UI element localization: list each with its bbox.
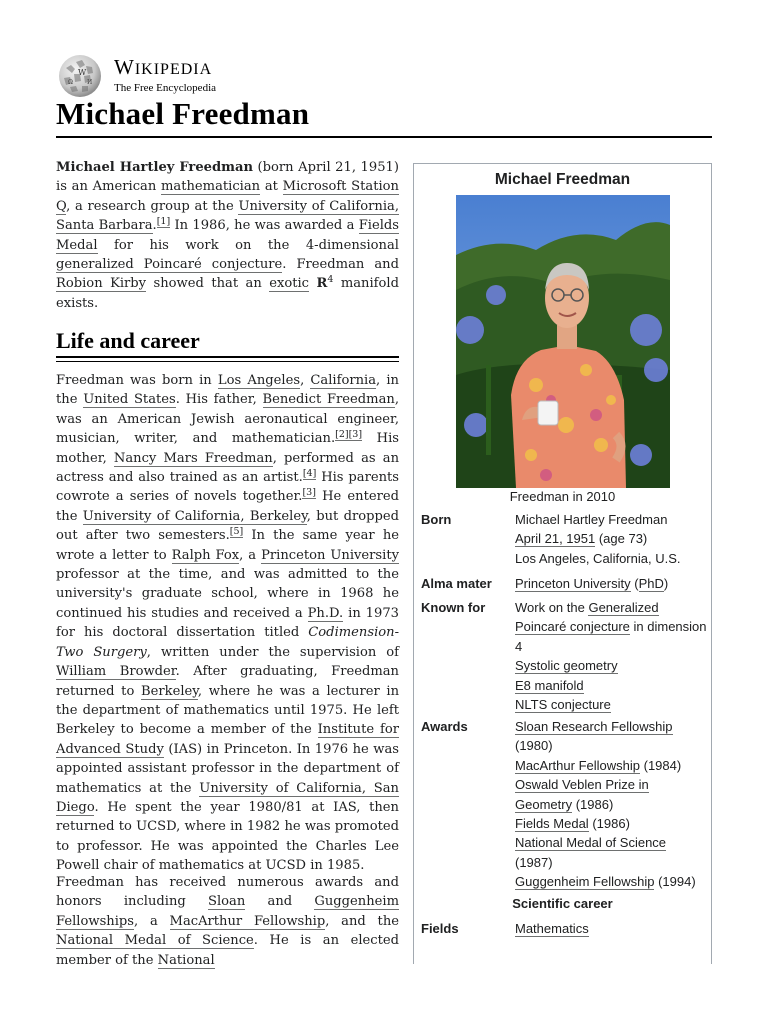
subject-name: Michael Hartley Freedman [56, 160, 253, 175]
portrait-photo[interactable] [456, 195, 670, 488]
link-birth-date[interactable]: April 21, 1951 [515, 531, 596, 547]
infobox-title: Michael Freedman [494, 171, 631, 188]
life-paragraph: Freedman was born in Los Angeles, California, in the United States. His father, Benedict Freedman, was an American Jewish aeronautical engineer, musician, writer, and mathematician.[2][3] His mother, Nancy Mars Freedman, performed as an actress and also trained as an artist.[4] His parents cowrote a series of novels together.[3] He entered the University of California, Berkeley, but dropped out after two semesters.[5] In the same year he wrote a letter to Ralph Fox, a Princeton University professor at the time, and was admitted to the university's graduate school, where in 1968 he continued his studies and received a Ph.D. in 1973 for his doctoral dissertation titled Codimension-Two Surgery, written under the supervision of William Browder. After graduating, Freedman returned to Berkeley, where he was a lecturer in the department of mathematics until 1975. He left Berkeley to become a member of the Institute for Advanced Study (IAS) in Princeton. In 1976 he was appointed assistant professor in the department of mathematics at the University of California, San Diego. He spent the year 1980/81 at IAS, then returned to UCSD, where in 1982 he was promoted to professor. He was appointed the Charles Lee Powell chair of mathematics at UCSD in 1985. [56, 373, 400, 874]
svg-text:W: W [78, 68, 87, 77]
link-award-sloan[interactable]: Sloan Research Fellowship [515, 719, 673, 734]
tagline: The Free Encyclopedia [114, 82, 217, 94]
link-institute-for-advanced-study[interactable]: Institute for Advanced Study [56, 722, 400, 757]
link-systolic-geometry[interactable]: Systolic geometry [515, 658, 618, 674]
link-ucsb[interactable]: University of California, Santa Barbara [56, 198, 399, 234]
link-sloan[interactable]: Sloan [208, 894, 246, 910]
awards-paragraph: Freedman has received numerous awards and honors including Sloan and Guggenheim Fellowships, a MacArthur Fellowship, and the National Medal of Science. He is an elected member of the National [56, 875, 399, 968]
citation-2-3[interactable]: [2][3] [335, 429, 363, 441]
link-fields-medal[interactable]: Fields Medal [56, 218, 399, 253]
link-mathematician[interactable]: mathematician [161, 179, 261, 195]
link-robion-kirby[interactable]: Robion Kirby [56, 276, 147, 292]
page-title: Michael Freedman [56, 96, 310, 131]
link-benedict-freedman[interactable]: Benedict Freedman [262, 392, 395, 408]
known-for-label: Known for [421, 600, 486, 615]
link-award-veblen[interactable]: Oswald Veblen Prize in Geometry [515, 777, 649, 812]
infobox [413, 163, 712, 964]
link-uc-berkeley[interactable]: University of California, Berkeley [82, 508, 307, 524]
lead-paragraph: Michael Hartley Freedman (born April 21, 1951) is an American mathematician at Microsoft Station Q, a research group at the University of California, Santa Barbara.[1] In 1986, he was awarded a Fields Medal for his work on the 4-dimensional generalized Poincaré conjecture. Freedman and Robion Kirby showed that an exotic $R^4$ manifold exists. [56, 160, 399, 311]
link-award-nms[interactable]: National Medal of Science [515, 835, 667, 851]
link-exotic-r4[interactable]: exotic [269, 276, 310, 292]
wikipedia-wordmark[interactable] [114, 56, 216, 95]
link-microsoft-station-q[interactable]: Microsoft Station Q [56, 179, 399, 214]
link-princeton-university[interactable]: Princeton University [261, 547, 399, 563]
citation-1[interactable]: [1] [156, 216, 171, 228]
awards-value: Sloan Research Fellowship (1980) MacArthur Fellowship (1984) Oswald Veblen Prize in Geometry (1986) Fields Medal (1986) National Medal of Science (1987) Guggenheim Fellowship (1994) [515, 719, 696, 890]
svg-text:Ω: Ω [68, 79, 73, 86]
link-alma-phd[interactable]: PhD [638, 576, 664, 591]
link-united-states[interactable]: United States [83, 392, 176, 408]
link-los-angeles[interactable]: Los Angeles [217, 373, 301, 388]
born-label: Born [421, 512, 452, 527]
link-ralph-fox[interactable]: Ralph Fox [171, 547, 240, 563]
citation-3[interactable]: [3] [302, 487, 316, 499]
link-nancy-mars-freedman[interactable]: Nancy Mars Freedman [113, 450, 273, 466]
link-phd[interactable]: Ph.D. [307, 605, 344, 621]
awards-label: Awards [421, 719, 468, 734]
link-award-macarthur[interactable]: MacArthur Fellowship [515, 757, 640, 773]
thesis-title: Codimension-Two Surgery [56, 625, 399, 660]
section-divider [56, 356, 399, 362]
alma-mater-label: Alma mater [421, 576, 492, 591]
link-california[interactable]: California [310, 373, 377, 388]
citation-5[interactable]: [5] [229, 526, 244, 538]
link-known-poincare[interactable]: Generalized Poincaré conjecture [515, 600, 659, 635]
wordmark-text: WIKIPEDIA [114, 55, 213, 79]
link-nlts-conjecture[interactable]: NLTS conjecture [515, 697, 611, 713]
section-heading-life-and-career: Life and career [56, 328, 200, 353]
link-national-medal-of-science[interactable]: National Medal of Science [56, 933, 254, 949]
link-alma-princeton[interactable]: Princeton University [515, 576, 631, 591]
link-mathematics[interactable]: Mathematics [515, 921, 589, 936]
link-william-browder[interactable]: William Browder [56, 664, 176, 680]
title-divider [56, 136, 712, 138]
link-generalized-poincare[interactable]: generalized Poincaré conjecture [56, 257, 283, 273]
link-e8-manifold[interactable]: E8 manifold [515, 677, 584, 693]
math-r: R [316, 276, 328, 292]
fields-value [515, 919, 707, 938]
svg-text:И: И [87, 79, 93, 86]
link-award-fields[interactable]: Fields Medal [515, 816, 589, 832]
scientific-career-heading: Scientific career [512, 896, 613, 911]
wikipedia-globe-icon[interactable] [56, 54, 104, 98]
link-national[interactable]: National [157, 952, 215, 968]
link-berkeley[interactable]: Berkeley [141, 683, 198, 699]
fields-label: Fields [421, 921, 459, 936]
photo-caption: Freedman in 2010 [509, 489, 616, 504]
citation-4[interactable]: [4] [302, 468, 317, 480]
link-guggenheim-fellowships[interactable]: Guggenheim Fellowships [56, 894, 399, 929]
alma-mater-value: Princeton University (PhD) [515, 576, 669, 591]
link-award-guggenheim[interactable]: Guggenheim Fellowship [515, 874, 655, 890]
link-macarthur-fellowship[interactable]: MacArthur Fellowship [169, 913, 326, 929]
born-value: Michael Hartley Freedman April 21, 1951 (age 73) Los Angeles, California, U.S. [515, 512, 681, 566]
link-uc-san-diego[interactable]: University of California, San Diego [56, 780, 399, 815]
known-for-value: Work on the Generalized Poincaré conjecture in dimension 4 Systolic geometry E8 manifold NLTS conjecture [515, 600, 707, 713]
